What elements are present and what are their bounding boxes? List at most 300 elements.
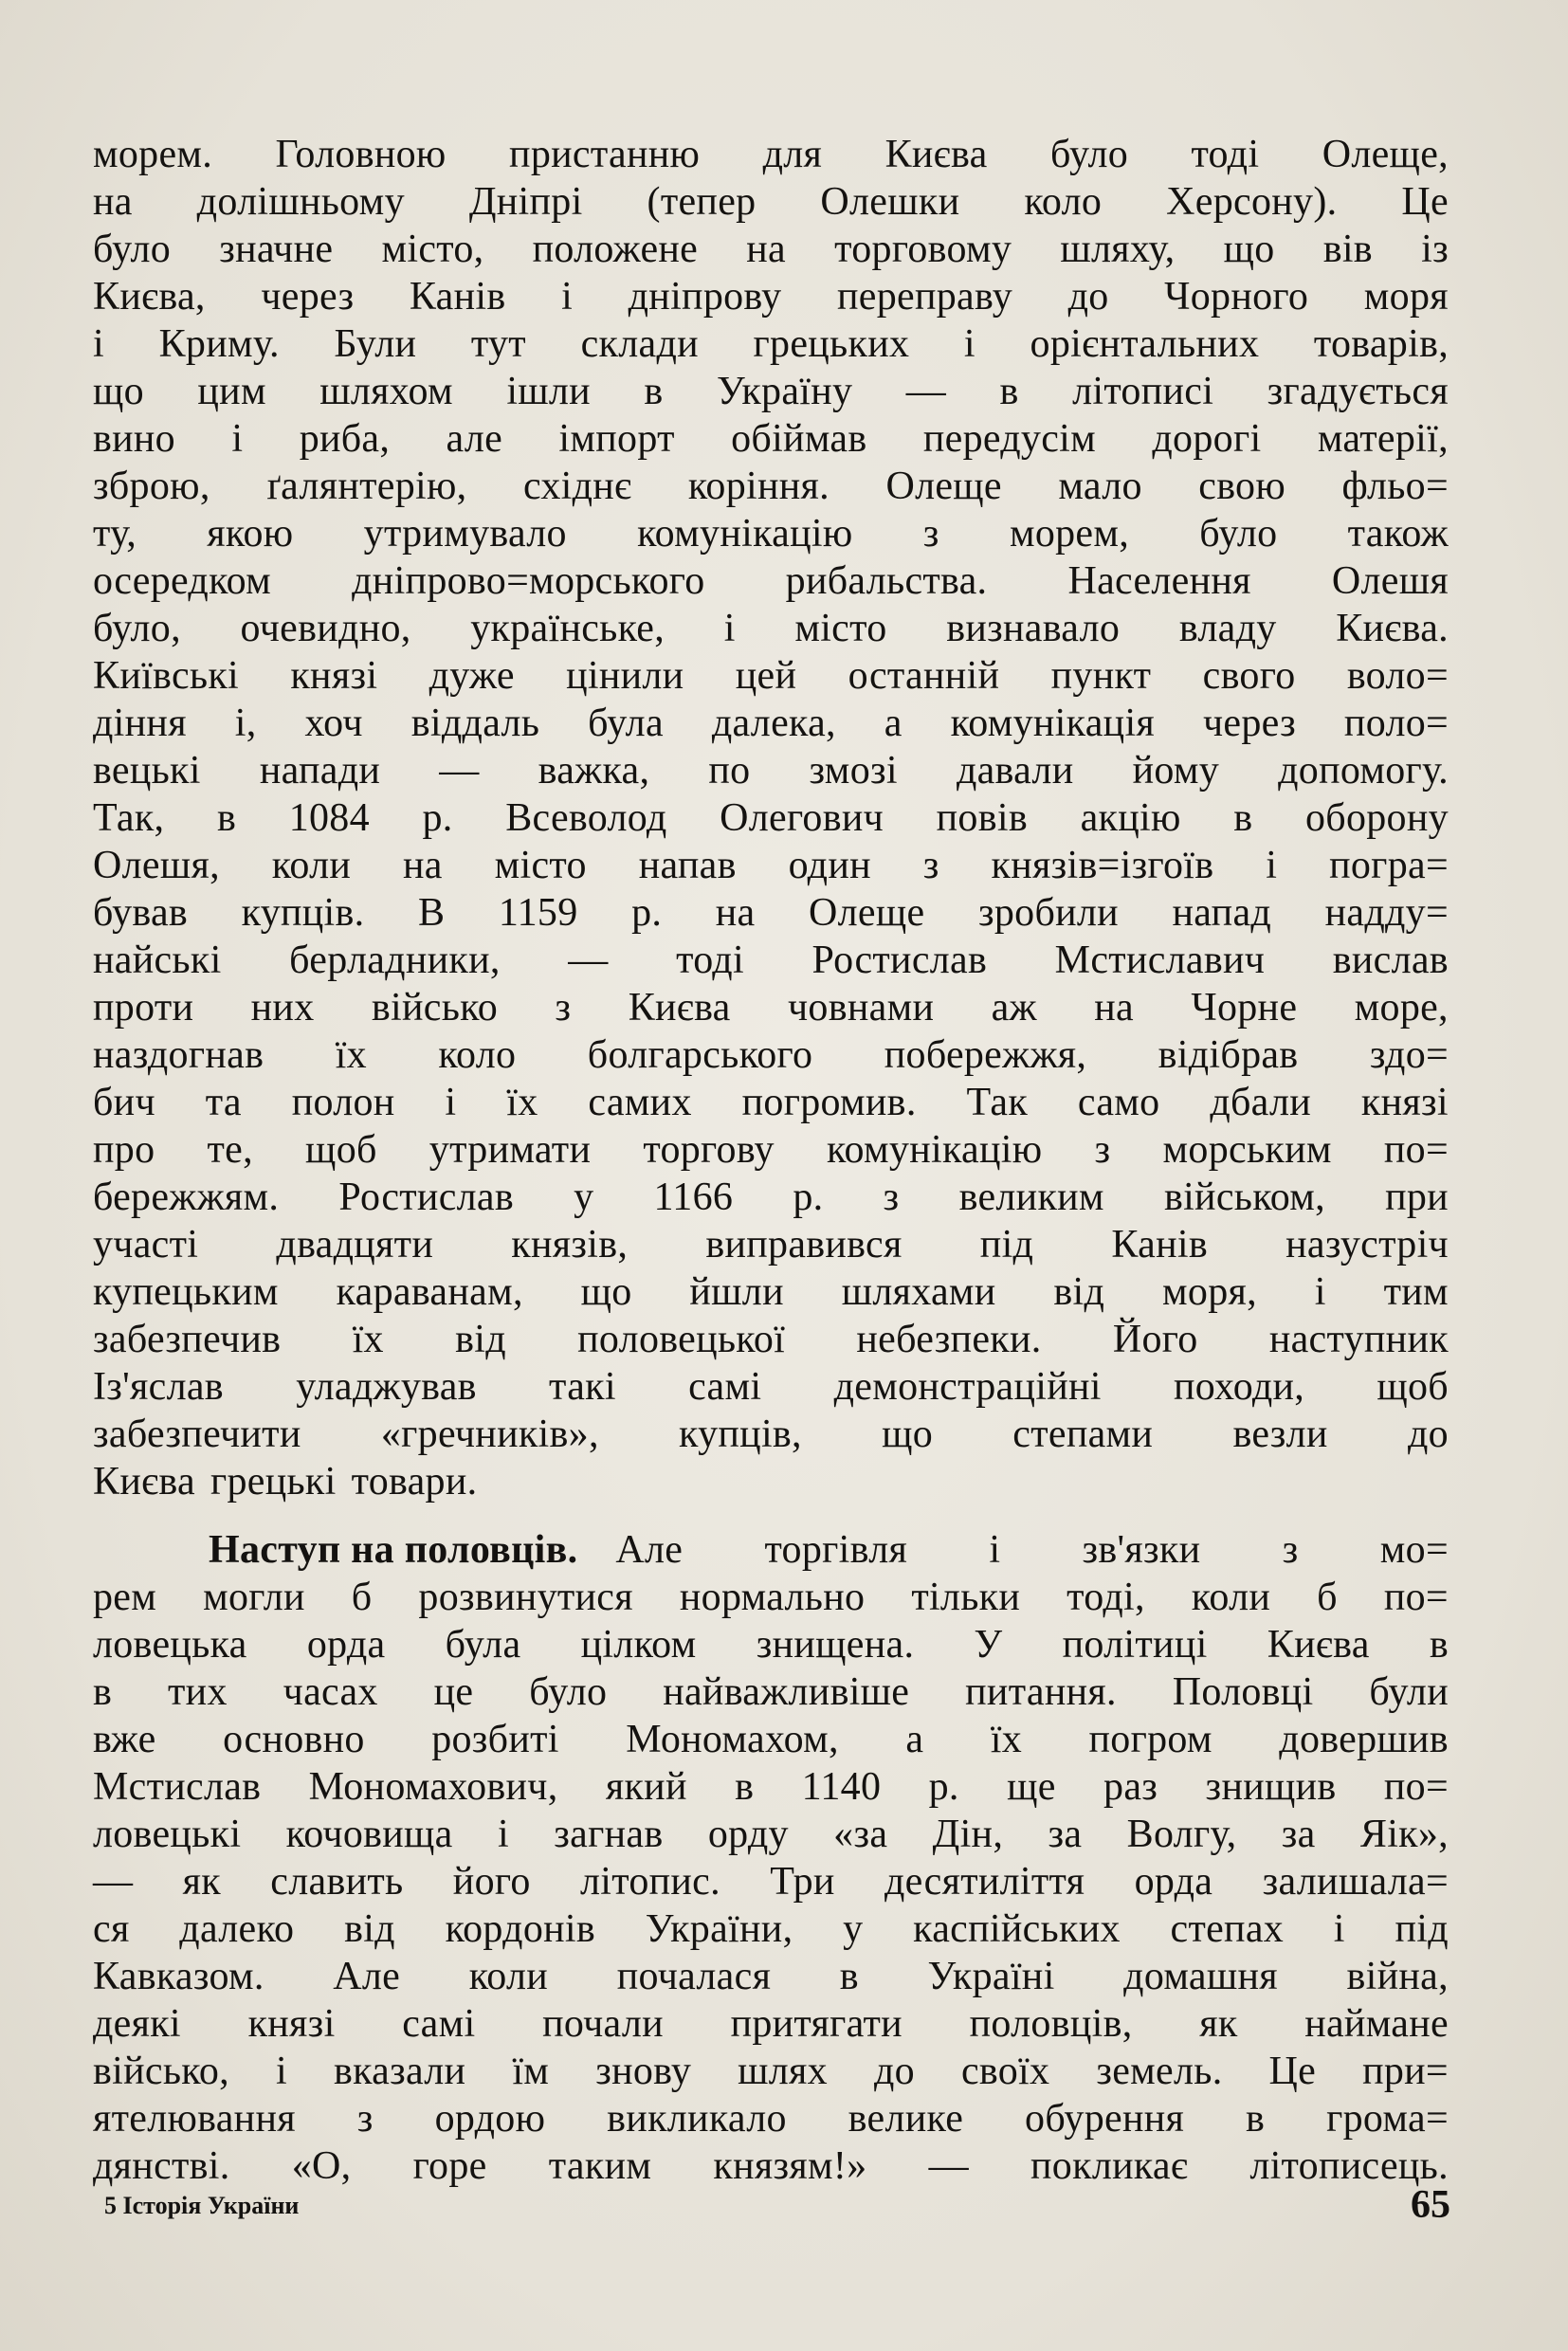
word: за [1281,1813,1316,1856]
word: була [588,702,664,745]
word: участі [93,1223,199,1267]
word: і [963,322,975,366]
word: 1140 [801,1765,882,1809]
word: і [989,1528,1001,1572]
text-line [93,1268,1449,1316]
word: Києва. [1336,607,1449,650]
word: в [1233,796,1253,840]
word: коли [1191,1576,1271,1619]
word: військо, [93,2050,229,2093]
word: море, [1354,986,1449,1030]
word: східнє [522,465,632,508]
word: вино [93,417,175,461]
word: забезпечити [93,1412,301,1456]
word: Київські [93,654,240,698]
word: віддаль [410,702,540,745]
word: місто [794,607,887,650]
text-line [93,1079,1449,1126]
word: зброю, [93,465,210,508]
word: фльо= [1341,465,1449,508]
text-line [93,1458,1449,1505]
word: Канів [409,275,506,319]
word: Ростислав [338,1176,514,1219]
body-text [93,131,1449,2190]
word: далека, [711,702,836,745]
text-line [93,1316,1449,1363]
text-line [93,178,1449,226]
word: князям!» [713,2144,867,2188]
text-line [93,2000,1449,2048]
word: утримувало [363,512,567,556]
word: — [439,749,480,793]
word: на [715,891,756,935]
word: велике [848,2097,964,2141]
word: Олешя, [93,844,220,887]
word: діння [93,702,187,745]
word: владу [1178,607,1277,650]
word: тільки [911,1576,1021,1619]
word: коло [1024,180,1103,224]
word: наймане [1304,2002,1449,2046]
word: князі [247,2002,336,2046]
word: деякі [93,2002,181,2046]
word: згадується [1267,370,1449,413]
word: і [275,2050,287,2093]
word: в [839,1955,859,1998]
text-line [93,937,1449,984]
word: Дін, [932,1813,1004,1856]
word: ще [1007,1765,1056,1809]
section-first-line-text [615,1526,1449,1574]
word: і [1266,844,1278,887]
word: на [1094,986,1134,1030]
word: покликає [1030,2144,1189,2188]
word: один [788,844,871,887]
word: на [93,180,133,224]
word: з [922,844,939,887]
word: очевидно, [240,607,411,650]
word: відібрав [1158,1033,1299,1077]
word: ся [93,1907,130,1951]
text-line [93,1574,1449,1621]
word: в [735,1765,755,1809]
section-first-line [93,1526,1449,1574]
word: двадцяти [276,1223,434,1267]
word: мо= [1379,1528,1449,1572]
word: Кавказом. [93,1955,264,1998]
word: а [905,1718,924,1761]
word: це [433,1670,474,1714]
word: великим [958,1176,1104,1219]
word: що [1223,228,1275,271]
word: важка, [538,749,650,793]
section-paragraph [93,1574,1449,2190]
word: найважливіше [663,1670,910,1714]
word: утримати [428,1128,592,1172]
section-heading: Наступ на половців. [209,1528,578,1572]
word: «за [833,1813,888,1856]
word: орду [707,1813,789,1856]
text-line [93,794,1449,842]
word: що [93,370,144,413]
word: шляхами [841,1270,996,1314]
word: акцію [1080,796,1181,840]
word: їх [352,1318,384,1361]
word: залишала= [1262,1860,1449,1904]
text-line [93,1363,1449,1411]
word: комунікацію [826,1128,1043,1172]
word: України, [645,1907,793,1951]
word: долішньому [196,180,405,224]
word: повів [936,796,1028,840]
text-line [93,368,1449,415]
word: 1159 [498,891,578,935]
word: Олеще, [1322,133,1449,176]
word: комунікацію [637,512,853,556]
word: від [1053,1270,1105,1314]
word: дбали [1210,1081,1312,1124]
word: дніпрову [628,275,782,319]
word: напад [1172,891,1272,935]
word: знищена. [756,1623,915,1667]
word: «гречників», [380,1412,599,1456]
text-line [93,1905,1449,1953]
word: караванам, [336,1270,523,1314]
word: визнавало [946,607,1121,650]
word: і [231,417,244,461]
word: морським [1162,1128,1332,1172]
word: Але [333,1955,401,1998]
word: коло [438,1033,517,1077]
word: грецьких [753,322,910,366]
word: тоді [1191,133,1260,176]
text-line [93,320,1449,368]
word: Але [615,1528,684,1572]
text-line [93,2095,1449,2142]
word: тоді, [1067,1576,1145,1619]
word: надду= [1324,891,1449,935]
text-line [93,842,1449,889]
word: по= [1383,1128,1449,1172]
word: місто, [381,228,484,271]
word: Це [1268,2050,1317,2093]
word: кордонів [445,1907,596,1951]
text-line [93,889,1449,937]
word: ту, [93,512,137,556]
text-line [93,984,1449,1031]
word: Україну [716,370,853,413]
word: з [555,986,572,1030]
word: шляху, [1060,228,1176,271]
paragraph-gap [93,1505,1449,1526]
word: шляхом [319,370,453,413]
word: бував [93,891,189,935]
word: ішли [506,370,591,413]
word: місто [494,844,587,887]
word: і [561,275,574,319]
word: (тепер [647,180,757,224]
word: на [746,228,786,271]
word: якою [207,512,294,556]
word: самих [588,1081,692,1124]
word: на [403,844,443,887]
word: Три [770,1860,835,1904]
word: моря, [1162,1270,1257,1314]
text-line [93,463,1449,510]
word: і [1314,1270,1326,1314]
word: раз [1103,1765,1158,1809]
word: який [605,1765,687,1809]
text-line [93,652,1449,700]
word: князів=ізгоїв [991,844,1214,887]
word: походи, [1174,1365,1305,1409]
word: в [999,370,1019,413]
word: дянстві. [93,2144,230,2188]
word: Мстиславич [1054,939,1266,982]
word: Яік», [1359,1813,1449,1856]
word: ловецька [93,1623,247,1667]
word: орда [1134,1860,1213,1904]
word: князі [290,654,378,698]
word: полон [291,1081,395,1124]
word: цілком [580,1623,697,1667]
word: степами [1012,1412,1154,1456]
word: напади [259,749,381,793]
word: часах [283,1670,378,1714]
word: пункт [1050,654,1152,698]
word: купців. [241,891,365,935]
word: розвинутися [418,1576,633,1619]
word: від [344,1907,395,1951]
word: орда [306,1623,386,1667]
word: змозі [809,749,898,793]
word: переправу [837,275,1012,319]
word: їх [990,1718,1023,1761]
word: р. [631,891,663,935]
word: вказали [333,2050,466,2093]
word: самі [402,2002,476,2046]
word: почалася [616,1955,772,1998]
word: з [922,512,939,556]
word: самі [688,1365,762,1409]
word: літописі [1072,370,1214,413]
paragraph-continuation [93,131,1449,1505]
word: цінили [566,654,684,698]
word: було [1049,133,1129,176]
word: Олешки [820,180,960,224]
word: домашня [1123,1955,1278,1998]
word: тим [1383,1270,1449,1314]
word: розбиті [431,1718,559,1761]
word: значне [219,228,334,271]
word: бережжям. [93,1176,280,1219]
text-line [93,510,1449,557]
word: демонстраційні [833,1365,1102,1409]
word: Олешя [1331,559,1449,603]
text-line [93,1221,1449,1268]
word: Мономахович, [308,1765,558,1809]
text-line [93,1411,1449,1458]
word: степах [1170,1907,1285,1951]
text-line [93,747,1449,794]
word: Головною [275,133,447,176]
word: в [216,796,237,840]
word: що [882,1412,934,1456]
word: — [928,2144,969,2188]
word: хоч [304,702,363,745]
word: передусім [922,417,1097,461]
word: українське, [470,607,665,650]
text-line [93,131,1449,178]
word: в [93,1670,113,1714]
word: зв'язки [1082,1528,1201,1572]
word: до [873,2050,915,2093]
word: забезпечив [93,1318,282,1361]
word: ловецькі [93,1813,242,1856]
word: комунікація [950,702,1156,745]
word: за [1048,1813,1083,1856]
word: були [1369,1670,1449,1714]
word: загнав [554,1813,664,1856]
text-line [93,1621,1449,1668]
word: зробили [977,891,1119,935]
word: У [974,1623,1003,1667]
word: грецькі [210,1460,337,1504]
word: що [580,1270,632,1314]
printer-signature: 5 Історія України [104,2192,300,2219]
text-line [93,1126,1449,1174]
word: моря [1363,275,1449,319]
word: Його [1112,1318,1198,1361]
text-line [93,1668,1449,1716]
word: притягати [730,2002,903,2046]
word: проти [93,986,194,1030]
word: таким [548,2144,652,2188]
word: шлях [738,2050,828,2093]
word: напав [638,844,737,887]
word: Дніпрі [468,180,583,224]
word: Канів [1111,1223,1208,1267]
word: знову [595,2050,692,2093]
word: викликало [607,2097,787,2141]
word: Населення [1067,559,1251,603]
word: і [93,322,104,366]
word: б [351,1576,373,1619]
word: тут [470,322,526,366]
word: вислав [1332,939,1449,982]
word: військом, [1163,1176,1325,1219]
word: їх [335,1033,367,1077]
word: щоб [305,1128,377,1172]
word: Києва [628,986,731,1030]
word: човнами [788,986,935,1030]
word: б [1317,1576,1338,1619]
word: було [93,228,172,271]
word: Всеволод [505,796,667,840]
word: дуже [428,654,515,698]
word: кочовища [285,1813,453,1856]
word: через [261,275,355,319]
word: коли [271,844,352,887]
word: і, [234,702,257,745]
word: своїх [960,2050,1050,2093]
word: Ростислав [811,939,988,982]
word: під [1395,1907,1449,1951]
word: наздогнав [93,1033,264,1077]
word: як [182,1860,221,1904]
word: а [884,702,903,745]
word: при [1385,1176,1449,1219]
text-line [93,1763,1449,1811]
word: наступник [1268,1318,1449,1361]
word: Із'яслав [93,1365,224,1409]
word: матерії, [1317,417,1449,461]
word: ґалянтерію, [266,465,467,508]
word: цим [197,370,266,413]
word: війна, [1346,1955,1449,1998]
word: оборону [1304,796,1449,840]
text-line [93,273,1449,320]
word: далеко [179,1907,295,1951]
word: у [574,1176,594,1219]
word: каспійських [913,1907,1121,1951]
text-line [93,226,1449,273]
word: літописець. [1249,2144,1449,2188]
word: само [1077,1081,1160,1124]
word: нормально [679,1576,866,1619]
word: морем, [1009,512,1130,556]
word: коріння. [687,465,830,508]
word: купецьким [93,1270,279,1314]
text-line [93,415,1449,463]
word: було [529,1670,608,1714]
word: «О, [291,2144,352,2188]
text-line [93,557,1449,605]
text-line [93,2048,1449,2095]
word: берладники, [289,939,501,982]
word: Криму. [158,322,280,366]
word: через [1202,702,1296,745]
word: земель. [1096,2050,1223,2093]
word: риба, [299,417,391,461]
word: славить [270,1860,404,1904]
word: було, [93,607,181,650]
word: останній [848,654,1000,698]
word: найські [93,939,222,982]
word: купців, [678,1412,802,1456]
word: морем. [93,133,213,176]
word: як [1199,2002,1238,2046]
word: половецької [577,1318,786,1361]
word: літопис. [579,1860,720,1904]
word: вів [1322,228,1373,271]
word: воло= [1346,654,1449,698]
word: рем [93,1576,157,1619]
text-line [93,1716,1449,1763]
text-line [93,1031,1449,1079]
text-line [93,1811,1449,1858]
word: погром [1088,1718,1212,1761]
word: почали [542,2002,664,2046]
word: Києва, [93,275,206,319]
word: Були [334,322,417,366]
word: свого [1202,654,1296,698]
word: Олеще [809,891,925,935]
word: Половці [1172,1670,1314,1714]
word: від [455,1318,506,1361]
word: по [708,749,751,793]
word: до [1067,275,1109,319]
